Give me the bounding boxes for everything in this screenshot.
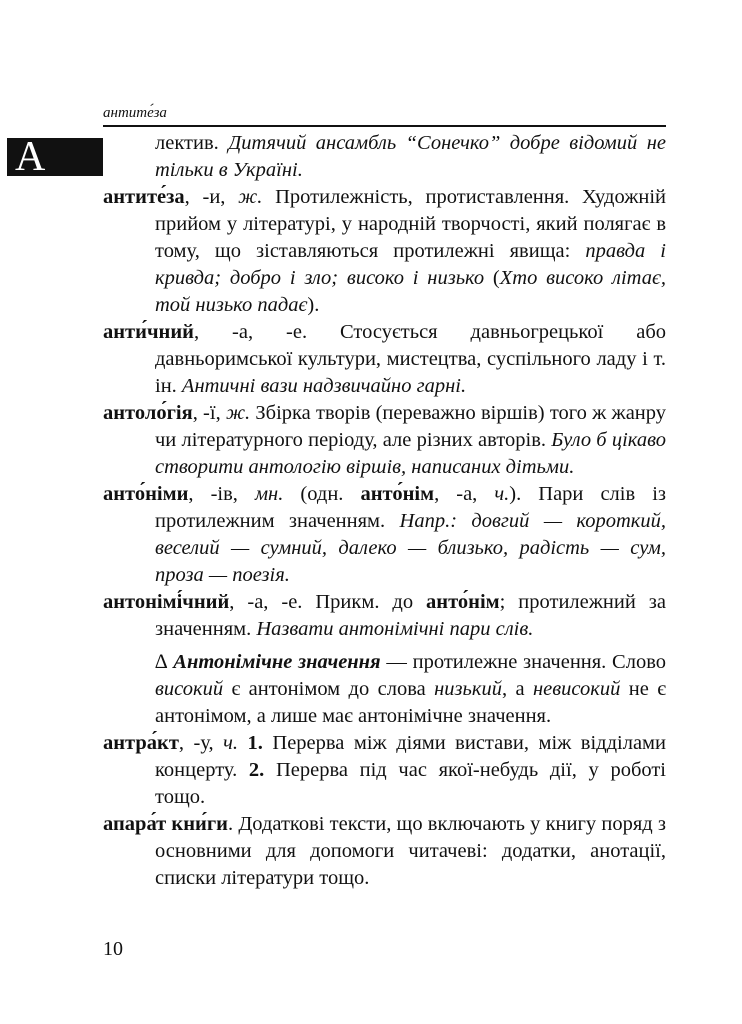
headword: антите́за	[103, 186, 185, 208]
entry-text: Протилежність, протиставлення. Художній прийом у літературі, у народній творчості, який полягає в тому, що зіставляються протилежні явища:	[155, 186, 666, 262]
entry-text: , -у,	[178, 732, 224, 754]
entry-text: , -а, -е. Прикм. до	[229, 591, 427, 613]
entry-text: ; протилежний за значенням.	[155, 591, 666, 640]
entry-example: Дитячий ансамбль “Сонечко” добре відомий не тільки в Україні.	[155, 132, 666, 181]
dictionary-content	[103, 130, 666, 892]
entry-antyteza	[103, 184, 666, 319]
entry-gender: ж.	[238, 186, 263, 208]
triangle-icon: ∆	[155, 651, 174, 673]
entry-text: (	[484, 267, 500, 289]
page-number: 10	[103, 938, 123, 960]
entry-antychnyi	[103, 319, 666, 400]
subsense-term: Антонімічне значення	[173, 651, 381, 673]
entry-text: є антонімом до слова	[223, 678, 435, 700]
sense-number: 1.	[238, 732, 263, 754]
headword-reference: анто́нім	[426, 591, 500, 613]
entry-antolohiia	[103, 400, 666, 481]
entry-gender: мн.	[254, 483, 284, 505]
entry-example: правда і кривда; добро і зло; високо і низько	[155, 240, 666, 289]
entry-text: , -а, -е. Стосується давньогрецької або давньоримської культури, мистецтва, суспільного ладу і т. ін.	[155, 321, 666, 397]
entry-antrakt	[103, 730, 666, 811]
headword: антра́кт	[103, 732, 179, 754]
headword: анто́німи	[103, 483, 189, 505]
entry-text: Збірка творів (переважно віршів) того ж жанру чи літературного періоду, але різних авторів.	[155, 402, 666, 451]
entry-example: Напр.: довгий — короткий, веселий — сумний, далеко — близько, радість — сум, проза — поезія.	[155, 510, 667, 586]
entry-example: високий	[155, 678, 224, 700]
entry-text: , а	[501, 678, 533, 700]
entry-example: низький	[434, 678, 502, 700]
entry-antonimy	[103, 481, 666, 589]
entry-example: Античні вази надзвичайно гарні.	[181, 375, 467, 397]
entry-text: ). Пари слів із протилежним значенням.	[155, 483, 666, 532]
entry-text: (одн.	[283, 483, 361, 505]
headword: антонімі́чний	[103, 591, 230, 613]
entry-example: невисокий	[532, 678, 621, 700]
entry-text: , -и,	[184, 186, 239, 208]
entry-text: — протилежне значення. Слово	[380, 651, 667, 673]
entry-gender: ж.	[225, 402, 251, 424]
entry-example: Було б цікаво створити антологію віршів, написаних дітьми.	[155, 429, 666, 478]
entry-example: Назвати антонімічні пари слів.	[256, 618, 534, 640]
entry-gender: ч.	[223, 732, 239, 754]
entry-text: , -а,	[434, 483, 495, 505]
letter-tab	[7, 134, 103, 180]
entry-text: Перерва під час якої-небудь дії, у роботі тощо.	[155, 759, 667, 808]
entry-aparat-knyhy	[103, 811, 666, 892]
entry-text: ).	[307, 294, 320, 316]
headword: антоло́гія	[103, 402, 193, 424]
entry-text: , -ів,	[188, 483, 255, 505]
entry-continuation	[103, 130, 666, 184]
letter-tab-label: А	[15, 134, 46, 180]
entry-text: . Додаткові тексти, що включають у книгу поряд з основними для допомоги читачеві: додатки, анотації, списки літератури тощо.	[155, 813, 666, 889]
running-head: антите́за	[103, 104, 666, 127]
headword: апара́т кни́ги	[103, 813, 228, 835]
entry-text: Перерва між діями вистави, між відділами концерту.	[155, 732, 666, 781]
entry-subsense	[103, 649, 666, 730]
entry-gender: ч.	[494, 483, 510, 505]
entry-text: , -ї,	[192, 402, 226, 424]
entry-text: лектив.	[155, 132, 229, 154]
entry-example: Хто високо літає, той низько падає	[155, 267, 667, 316]
entry-text: не є антонімом, а лише має антонімічне значення.	[155, 678, 666, 727]
sense-number: 2.	[248, 759, 265, 781]
headword-reference: анто́нім	[360, 483, 435, 505]
entry-antonimichnyi	[103, 589, 666, 643]
headword: анти́чний	[103, 321, 194, 343]
